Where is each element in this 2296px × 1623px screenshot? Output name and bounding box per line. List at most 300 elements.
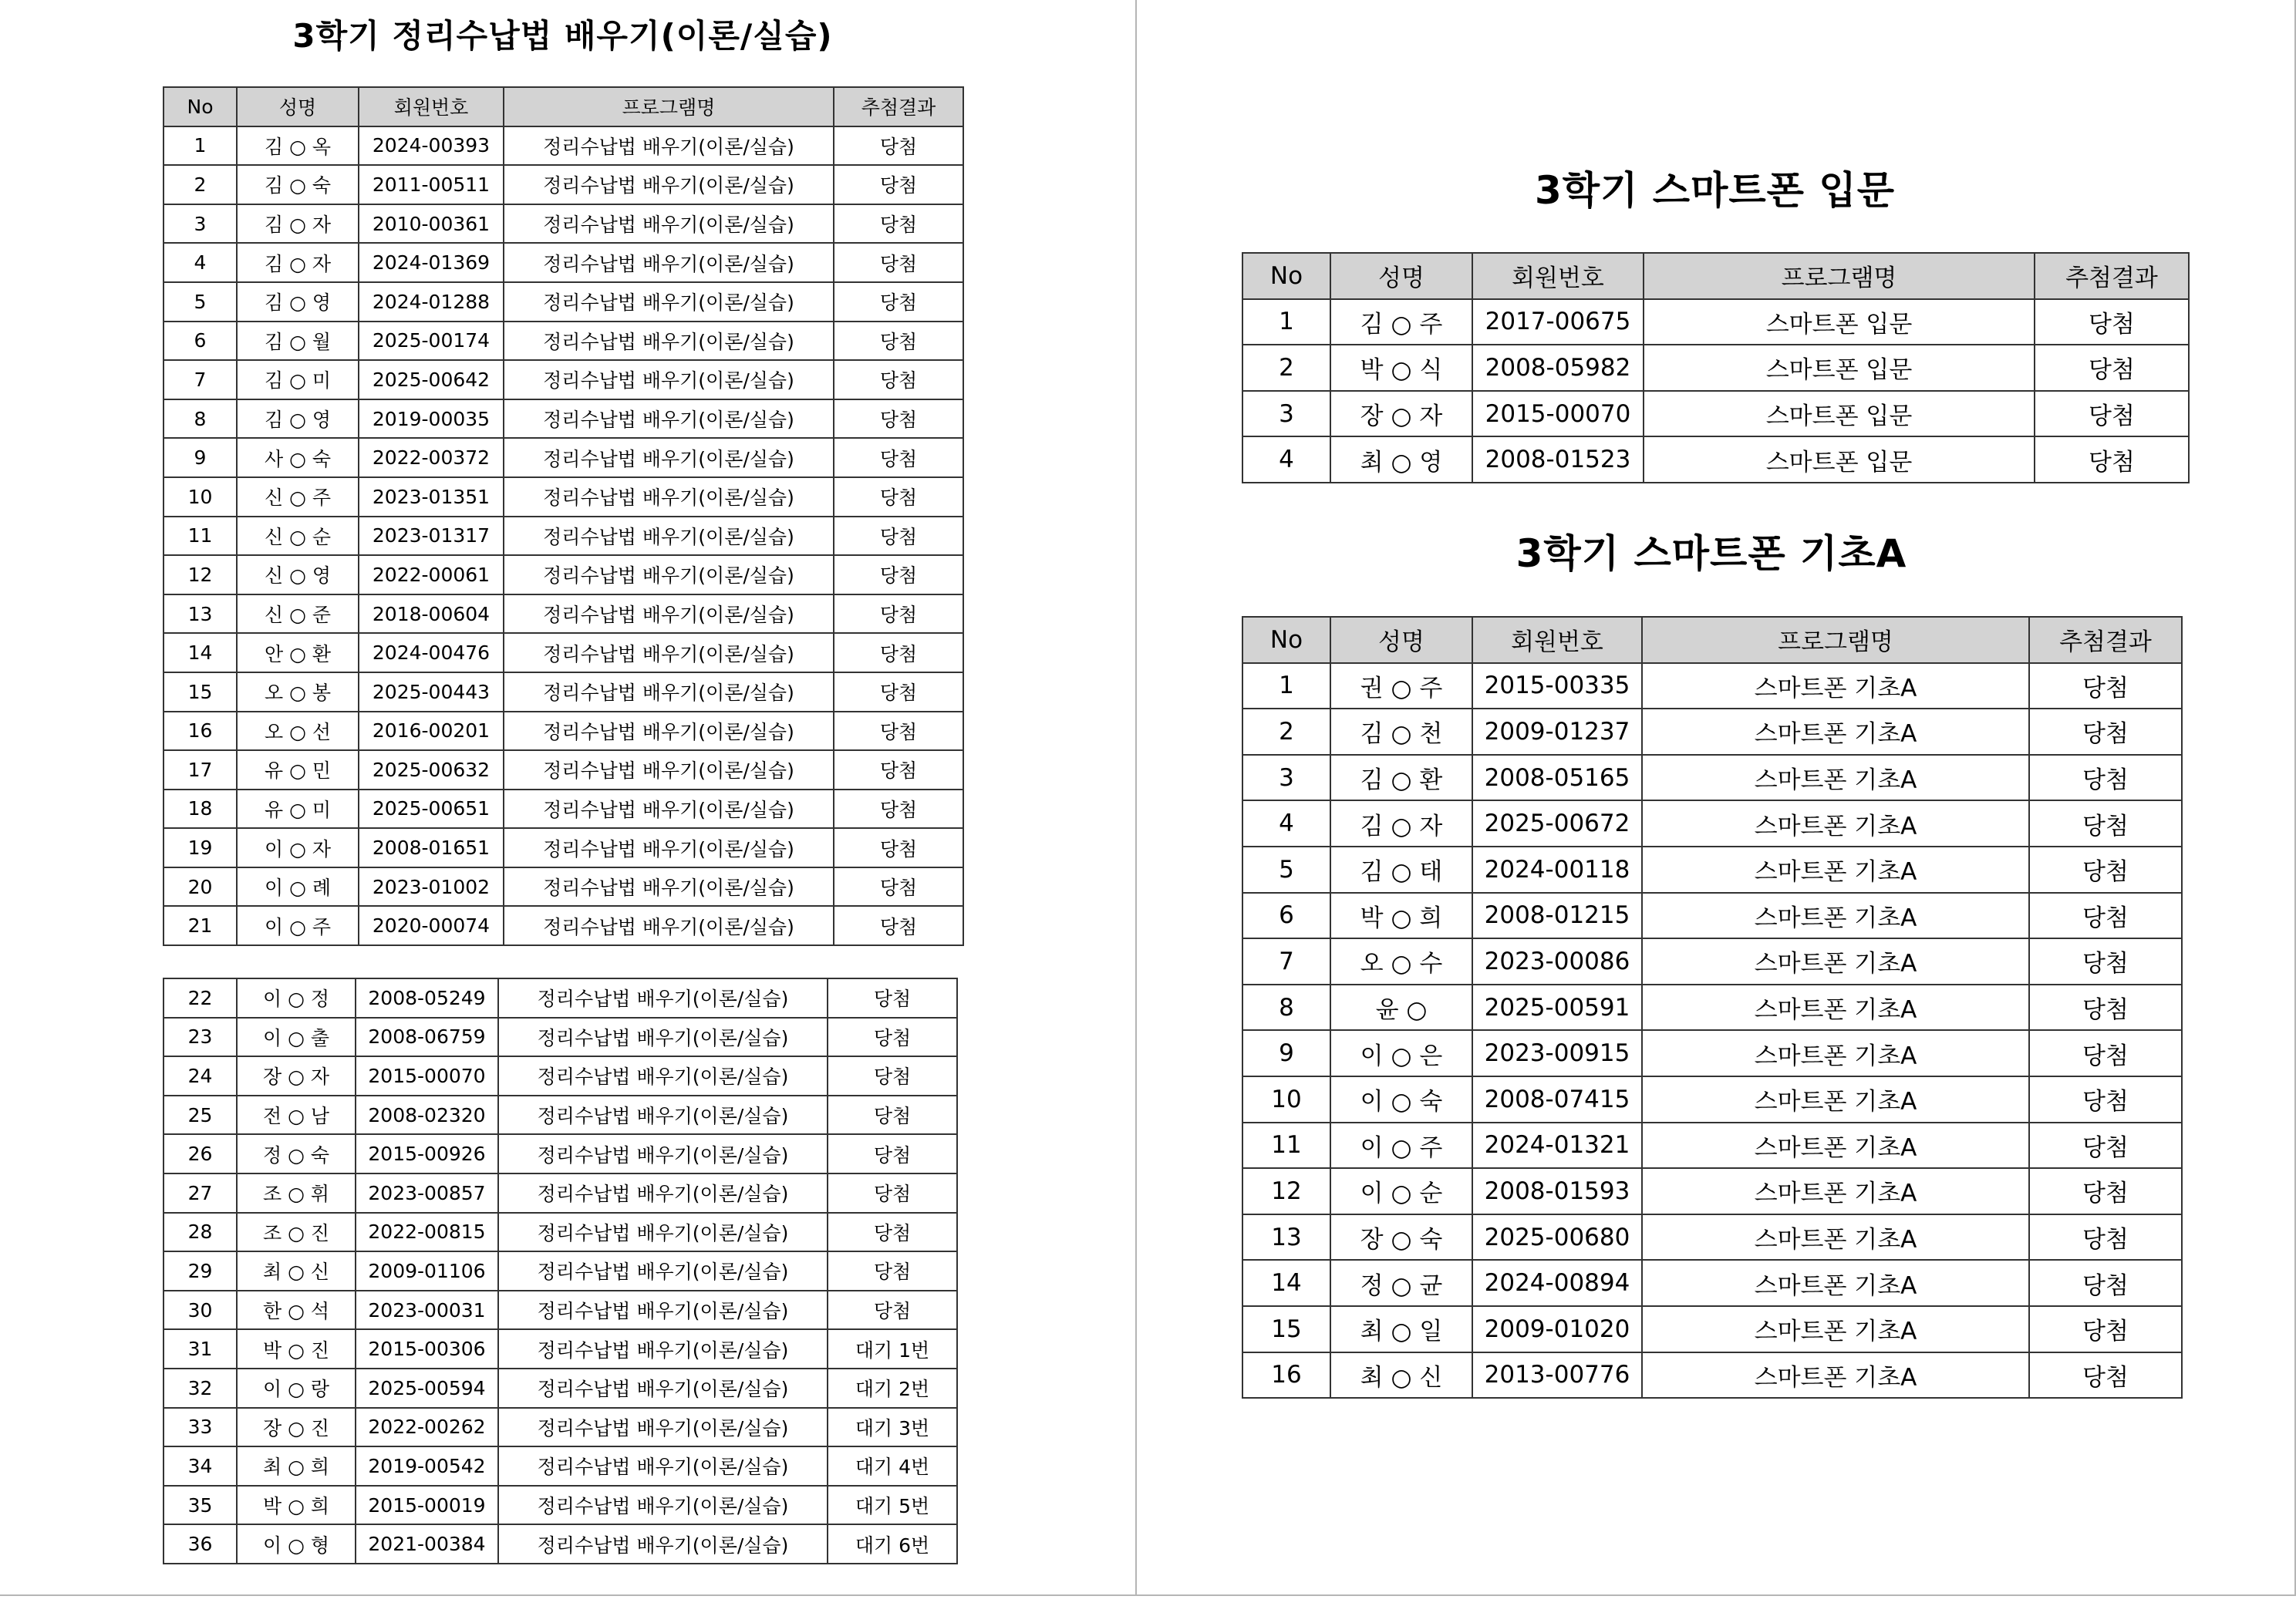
cell-result: 당첨 [828,978,957,1018]
cell-member-id: 2015-00926 [356,1134,498,1173]
cell-no: 35 [164,1486,237,1525]
cell-name: 전 ○ 남 [237,1096,356,1135]
cell-result: 대기 6번 [828,1524,957,1564]
table-row [164,1213,957,1252]
cell-member-id: 2025-00680 [1472,1214,1642,1261]
cell-name: 김 ○ 숙 [237,165,359,204]
cell-name: 박 ○ 진 [237,1329,356,1369]
cell-name: 박 ○ 희 [237,1486,356,1525]
cell-name: 신 ○ 영 [237,555,359,594]
cell-result: 당첨 [2029,1076,2182,1123]
cell-name: 장 ○ 자 [1330,391,1472,437]
table-row [164,633,963,672]
cell-result: 당첨 [834,672,963,712]
table-row [164,1408,957,1447]
table-row [164,712,963,751]
cell-name: 김 ○ 태 [1330,847,1472,893]
col-header-result: 추첨결과 [2035,253,2189,299]
cell-program: 정리수납법 배우기(이론/실습) [498,1134,828,1173]
cell-no: 8 [164,399,237,439]
cell-result: 당첨 [2029,663,2182,709]
table-row [1242,800,2182,847]
table-row [164,1369,957,1408]
cell-member-id: 2016-00201 [359,712,504,751]
cell-member-id: 2024-00118 [1472,847,1642,893]
table-row [164,1524,957,1564]
cell-result: 당첨 [2029,800,2182,847]
cell-name: 김 ○ 자 [1330,800,1472,847]
cell-program: 정리수납법 배우기(이론/실습) [504,906,834,945]
cell-no: 6 [1242,893,1330,939]
table-header-row [164,87,963,126]
cell-member-id: 2024-01321 [1472,1123,1642,1169]
cell-name: 최 ○ 신 [237,1251,356,1291]
table-row [164,165,963,204]
table-row [1242,985,2182,1031]
cell-result: 당첨 [834,633,963,672]
cell-name: 최 ○ 영 [1330,436,1472,483]
cell-member-id: 2017-00675 [1472,299,1644,345]
col-header-program: 프로그램명 [1642,617,2029,663]
cell-result: 당첨 [2029,938,2182,985]
cell-name: 오 ○ 선 [237,712,359,751]
table-row [164,1173,957,1213]
table-row [164,672,963,712]
col-header-result: 추첨결과 [2029,617,2182,663]
cell-program: 정리수납법 배우기(이론/실습) [504,555,834,594]
cell-name: 정 ○ 균 [1330,1260,1472,1306]
cell-program: 정리수납법 배우기(이론/실습) [498,1408,828,1447]
cell-member-id: 2009-01106 [356,1251,498,1291]
cell-result: 당첨 [2035,299,2189,345]
col-header-program: 프로그램명 [1644,253,2035,299]
cell-program: 정리수납법 배우기(이론/실습) [504,672,834,712]
table-header-row [1242,617,2182,663]
table-row [164,1018,957,1057]
cell-no: 3 [1242,755,1330,801]
cell-result: 당첨 [2035,436,2189,483]
cell-program: 스마트폰 입문 [1644,391,2035,437]
cell-program: 정리수납법 배우기(이론/실습) [498,1251,828,1291]
cell-no: 3 [1242,391,1330,437]
cell-member-id: 2023-01002 [359,867,504,907]
col-header-member-id: 회원번호 [1472,617,1642,663]
cell-member-id: 2011-00511 [359,165,504,204]
cell-program: 스마트폰 입문 [1644,299,2035,345]
cell-result: 당첨 [834,867,963,907]
section-title-smartphone-intro: 3학기 스마트폰 입문 [1534,168,1895,213]
cell-program: 정리수납법 배우기(이론/실습) [504,750,834,790]
table-row [164,1134,957,1173]
cell-result: 당첨 [2029,1306,2182,1352]
cell-program: 정리수납법 배우기(이론/실습) [504,360,834,399]
cell-program: 스마트폰 기초A [1642,663,2029,709]
col-header-name: 성명 [237,87,359,126]
cell-result: 당첨 [2029,1030,2182,1076]
cell-program: 스마트폰 기초A [1642,755,2029,801]
table-row [1242,1260,2182,1306]
cell-no: 33 [164,1408,237,1447]
col-header-name: 성명 [1330,253,1472,299]
cell-no: 2 [1242,709,1330,755]
col-header-member-id: 회원번호 [359,87,504,126]
cell-no: 20 [164,867,237,907]
cell-program: 정리수납법 배우기(이론/실습) [498,1486,828,1525]
cell-program: 정리수납법 배우기(이론/실습) [498,1056,828,1096]
cell-result: 당첨 [834,126,963,166]
cell-member-id: 2023-00086 [1472,938,1642,985]
cell-name: 이 ○ 출 [237,1018,356,1057]
cell-member-id: 2015-00070 [1472,391,1644,437]
cell-program: 정리수납법 배우기(이론/실습) [504,126,834,166]
cell-result: 당첨 [834,594,963,634]
table-smartphone-basic-a [1242,616,2183,1399]
cell-no: 31 [164,1329,237,1369]
table-row [1242,299,2189,345]
cell-result: 당첨 [828,1096,957,1135]
cell-name: 이 ○ 숙 [1330,1076,1472,1123]
cell-name: 안 ○ 환 [237,633,359,672]
cell-name: 신 ○ 준 [237,594,359,634]
table-organizing-part1 [163,86,964,946]
cell-no: 2 [164,165,237,204]
cell-name: 최 ○ 신 [1330,1352,1472,1399]
cell-name: 조 ○ 진 [237,1213,356,1252]
cell-result: 당첨 [834,712,963,751]
col-header-name: 성명 [1330,617,1472,663]
cell-member-id: 2008-05165 [1472,755,1642,801]
cell-program: 정리수납법 배우기(이론/실습) [498,1369,828,1408]
table-row [1242,1030,2182,1076]
cell-result: 당첨 [828,1291,957,1330]
cell-program: 정리수납법 배우기(이론/실습) [504,399,834,439]
cell-no: 13 [1242,1214,1330,1261]
col-header-no: No [1242,253,1330,299]
cell-member-id: 2024-00894 [1472,1260,1642,1306]
cell-no: 14 [164,633,237,672]
cell-name: 이 ○ 주 [237,906,359,945]
table-row [164,1056,957,1096]
cell-no: 14 [1242,1260,1330,1306]
table-row [164,1291,957,1330]
cell-no: 30 [164,1291,237,1330]
cell-result: 당첨 [834,750,963,790]
cell-result: 당첨 [834,438,963,477]
table-row [164,438,963,477]
table-row [164,906,963,945]
cell-result: 당첨 [834,282,963,322]
cell-member-id: 2025-00174 [359,322,504,361]
cell-no: 15 [1242,1306,1330,1352]
cell-member-id: 2020-00074 [359,906,504,945]
cell-result: 당첨 [834,906,963,945]
cell-member-id: 2023-00857 [356,1173,498,1213]
cell-no: 13 [164,594,237,634]
cell-result: 당첨 [2029,893,2182,939]
cell-no: 10 [164,477,237,517]
cell-program: 스마트폰 기초A [1642,938,2029,985]
table-row [164,1329,957,1369]
cell-program: 스마트폰 기초A [1642,709,2029,755]
table-row [164,1251,957,1291]
cell-no: 12 [164,555,237,594]
cell-program: 스마트폰 기초A [1642,985,2029,1031]
cell-program: 정리수납법 배우기(이론/실습) [504,867,834,907]
cell-result: 당첨 [2029,1123,2182,1169]
cell-result: 당첨 [2029,847,2182,893]
table-row [1242,893,2182,939]
table-row [164,790,963,829]
cell-program: 스마트폰 입문 [1644,436,2035,483]
cell-program: 정리수납법 배우기(이론/실습) [504,243,834,282]
cell-no: 4 [1242,436,1330,483]
cell-member-id: 2024-00476 [359,633,504,672]
cell-no: 3 [164,204,237,244]
cell-member-id: 2009-01237 [1472,709,1642,755]
cell-program: 정리수납법 배우기(이론/실습) [504,282,834,322]
cell-program: 정리수납법 배우기(이론/실습) [498,1329,828,1369]
table-smartphone-intro [1242,252,2190,483]
cell-no: 19 [164,828,237,867]
cell-no: 7 [1242,938,1330,985]
cell-no: 15 [164,672,237,712]
cell-no: 10 [1242,1076,1330,1123]
table-row [1242,755,2182,801]
table-row [1242,391,2189,437]
cell-member-id: 2008-07415 [1472,1076,1642,1123]
cell-result: 당첨 [2029,1260,2182,1306]
cell-no: 32 [164,1369,237,1408]
cell-no: 16 [164,712,237,751]
cell-name: 이 ○ 랑 [237,1369,356,1408]
col-header-program: 프로그램명 [504,87,834,126]
cell-program: 스마트폰 기초A [1642,1214,2029,1261]
cell-no: 16 [1242,1352,1330,1399]
cell-result: 당첨 [2035,345,2189,391]
cell-name: 이 ○ 자 [237,828,359,867]
cell-program: 정리수납법 배우기(이론/실습) [504,633,834,672]
cell-member-id: 2015-00070 [356,1056,498,1096]
cell-no: 1 [1242,299,1330,345]
cell-result: 당첨 [834,204,963,244]
cell-no: 9 [164,438,237,477]
cell-member-id: 2024-01369 [359,243,504,282]
table-row [164,204,963,244]
cell-program: 정리수납법 배우기(이론/실습) [498,1446,828,1486]
cell-member-id: 2009-01020 [1472,1306,1642,1352]
cell-program: 정리수납법 배우기(이론/실습) [504,594,834,634]
table-row [164,1446,957,1486]
cell-member-id: 2008-02320 [356,1096,498,1135]
cell-name: 최 ○ 희 [237,1446,356,1486]
table-row [164,399,963,439]
cell-member-id: 2008-01593 [1472,1168,1642,1214]
table-row [1242,1306,2182,1352]
cell-no: 4 [1242,800,1330,847]
cell-member-id: 2025-00594 [356,1369,498,1408]
cell-member-id: 2019-00542 [356,1446,498,1486]
table-row [164,867,963,907]
cell-program: 정리수납법 배우기(이론/실습) [504,517,834,556]
cell-name: 신 ○ 순 [237,517,359,556]
cell-no: 25 [164,1096,237,1135]
cell-name: 김 ○ 미 [237,360,359,399]
table-row [1242,345,2189,391]
cell-no: 34 [164,1446,237,1486]
cell-program: 스마트폰 기초A [1642,1076,2029,1123]
table-row [1242,1123,2182,1169]
table-row [1242,663,2182,709]
cell-result: 당첨 [834,322,963,361]
cell-result: 당첨 [828,1213,957,1252]
cell-no: 9 [1242,1030,1330,1076]
cell-result: 당첨 [834,360,963,399]
cell-member-id: 2015-00019 [356,1486,498,1525]
cell-name: 윤 ○ [1330,985,1472,1031]
cell-member-id: 2025-00651 [359,790,504,829]
section-title-organizing: 3학기 정리수납법 배우기(이론/실습) [292,17,833,55]
cell-name: 정 ○ 숙 [237,1134,356,1173]
cell-program: 스마트폰 기초A [1642,1260,2029,1306]
cell-result: 당첨 [834,555,963,594]
cell-name: 오 ○ 봉 [237,672,359,712]
cell-member-id: 2023-01317 [359,517,504,556]
table-row [1242,1214,2182,1261]
cell-member-id: 2022-00815 [356,1213,498,1252]
table-header-row [1242,253,2189,299]
cell-program: 정리수납법 배우기(이론/실습) [498,1213,828,1252]
cell-member-id: 2015-00306 [356,1329,498,1369]
cell-program: 스마트폰 기초A [1642,1030,2029,1076]
table-row [164,477,963,517]
cell-no: 4 [164,243,237,282]
table-row [1242,938,2182,985]
cell-name: 장 ○ 진 [237,1408,356,1447]
cell-program: 정리수납법 배우기(이론/실습) [498,978,828,1018]
table-row [164,282,963,322]
cell-no: 24 [164,1056,237,1096]
cell-program: 스마트폰 기초A [1642,1352,2029,1399]
cell-member-id: 2008-05249 [356,978,498,1018]
cell-program: 스마트폰 입문 [1644,345,2035,391]
cell-result: 당첨 [2029,1352,2182,1399]
cell-member-id: 2022-00262 [356,1408,498,1447]
cell-member-id: 2008-01523 [1472,436,1644,483]
cell-program: 정리수납법 배우기(이론/실습) [504,477,834,517]
table-row [164,1096,957,1135]
cell-program: 스마트폰 기초A [1642,1123,2029,1169]
cell-no: 1 [1242,663,1330,709]
table-row [164,555,963,594]
cell-program: 정리수납법 배우기(이론/실습) [504,790,834,829]
cell-no: 11 [1242,1123,1330,1169]
cell-name: 신 ○ 주 [237,477,359,517]
cell-name: 김 ○ 자 [237,204,359,244]
table-row [164,750,963,790]
cell-result: 대기 2번 [828,1369,957,1408]
cell-program: 정리수납법 배우기(이론/실습) [498,1291,828,1330]
cell-no: 23 [164,1018,237,1057]
cell-program: 정리수납법 배우기(이론/실습) [504,165,834,204]
col-header-no: No [164,87,237,126]
cell-name: 이 ○ 례 [237,867,359,907]
col-header-no: No [1242,617,1330,663]
cell-member-id: 2023-00915 [1472,1030,1642,1076]
cell-member-id: 2013-00776 [1472,1352,1642,1399]
cell-member-id: 2024-01288 [359,282,504,322]
cell-name: 김 ○ 옥 [237,126,359,166]
cell-member-id: 2025-00642 [359,360,504,399]
cell-member-id: 2024-00393 [359,126,504,166]
cell-no: 2 [1242,345,1330,391]
cell-result: 당첨 [834,399,963,439]
cell-result: 당첨 [828,1056,957,1096]
table-row [164,360,963,399]
cell-name: 이 ○ 주 [1330,1123,1472,1169]
cell-program: 스마트폰 기초A [1642,1306,2029,1352]
table-row [1242,1168,2182,1214]
cell-program: 정리수납법 배우기(이론/실습) [498,1173,828,1213]
cell-name: 이 ○ 형 [237,1524,356,1564]
cell-no: 36 [164,1524,237,1564]
cell-result: 당첨 [2029,755,2182,801]
cell-member-id: 2018-00604 [359,594,504,634]
cell-name: 이 ○ 은 [1330,1030,1472,1076]
cell-name: 김 ○ 영 [237,399,359,439]
cell-name: 김 ○ 영 [237,282,359,322]
cell-program: 정리수납법 배우기(이론/실습) [504,438,834,477]
cell-member-id: 2022-00372 [359,438,504,477]
cell-name: 이 ○ 정 [237,978,356,1018]
cell-program: 스마트폰 기초A [1642,1168,2029,1214]
cell-member-id: 2008-06759 [356,1018,498,1057]
cell-no: 29 [164,1251,237,1291]
cell-name: 이 ○ 순 [1330,1168,1472,1214]
cell-name: 박 ○ 식 [1330,345,1472,391]
cell-program: 정리수납법 배우기(이론/실습) [498,1018,828,1057]
cell-no: 5 [164,282,237,322]
cell-name: 한 ○ 석 [237,1291,356,1330]
cell-name: 유 ○ 민 [237,750,359,790]
cell-name: 장 ○ 자 [237,1056,356,1096]
cell-program: 정리수납법 배우기(이론/실습) [504,712,834,751]
cell-result: 당첨 [2035,391,2189,437]
cell-name: 조 ○ 휘 [237,1173,356,1213]
cell-result: 당첨 [828,1173,957,1213]
table-row [164,1486,957,1525]
cell-no: 28 [164,1213,237,1252]
cell-result: 당첨 [2029,709,2182,755]
cell-no: 7 [164,360,237,399]
cell-no: 26 [164,1134,237,1173]
cell-result: 당첨 [2029,985,2182,1031]
cell-no: 11 [164,517,237,556]
cell-member-id: 2025-00591 [1472,985,1642,1031]
cell-name: 김 ○ 천 [1330,709,1472,755]
cell-result: 당첨 [828,1251,957,1291]
cell-member-id: 2015-00335 [1472,663,1642,709]
table-row [164,322,963,361]
cell-name: 김 ○ 환 [1330,755,1472,801]
table-row [1242,1352,2182,1399]
cell-member-id: 2025-00632 [359,750,504,790]
cell-member-id: 2023-00031 [356,1291,498,1330]
cell-result: 당첨 [828,1018,957,1057]
cell-no: 22 [164,978,237,1018]
cell-member-id: 2025-00672 [1472,800,1642,847]
cell-result: 당첨 [834,165,963,204]
table-row [164,126,963,166]
